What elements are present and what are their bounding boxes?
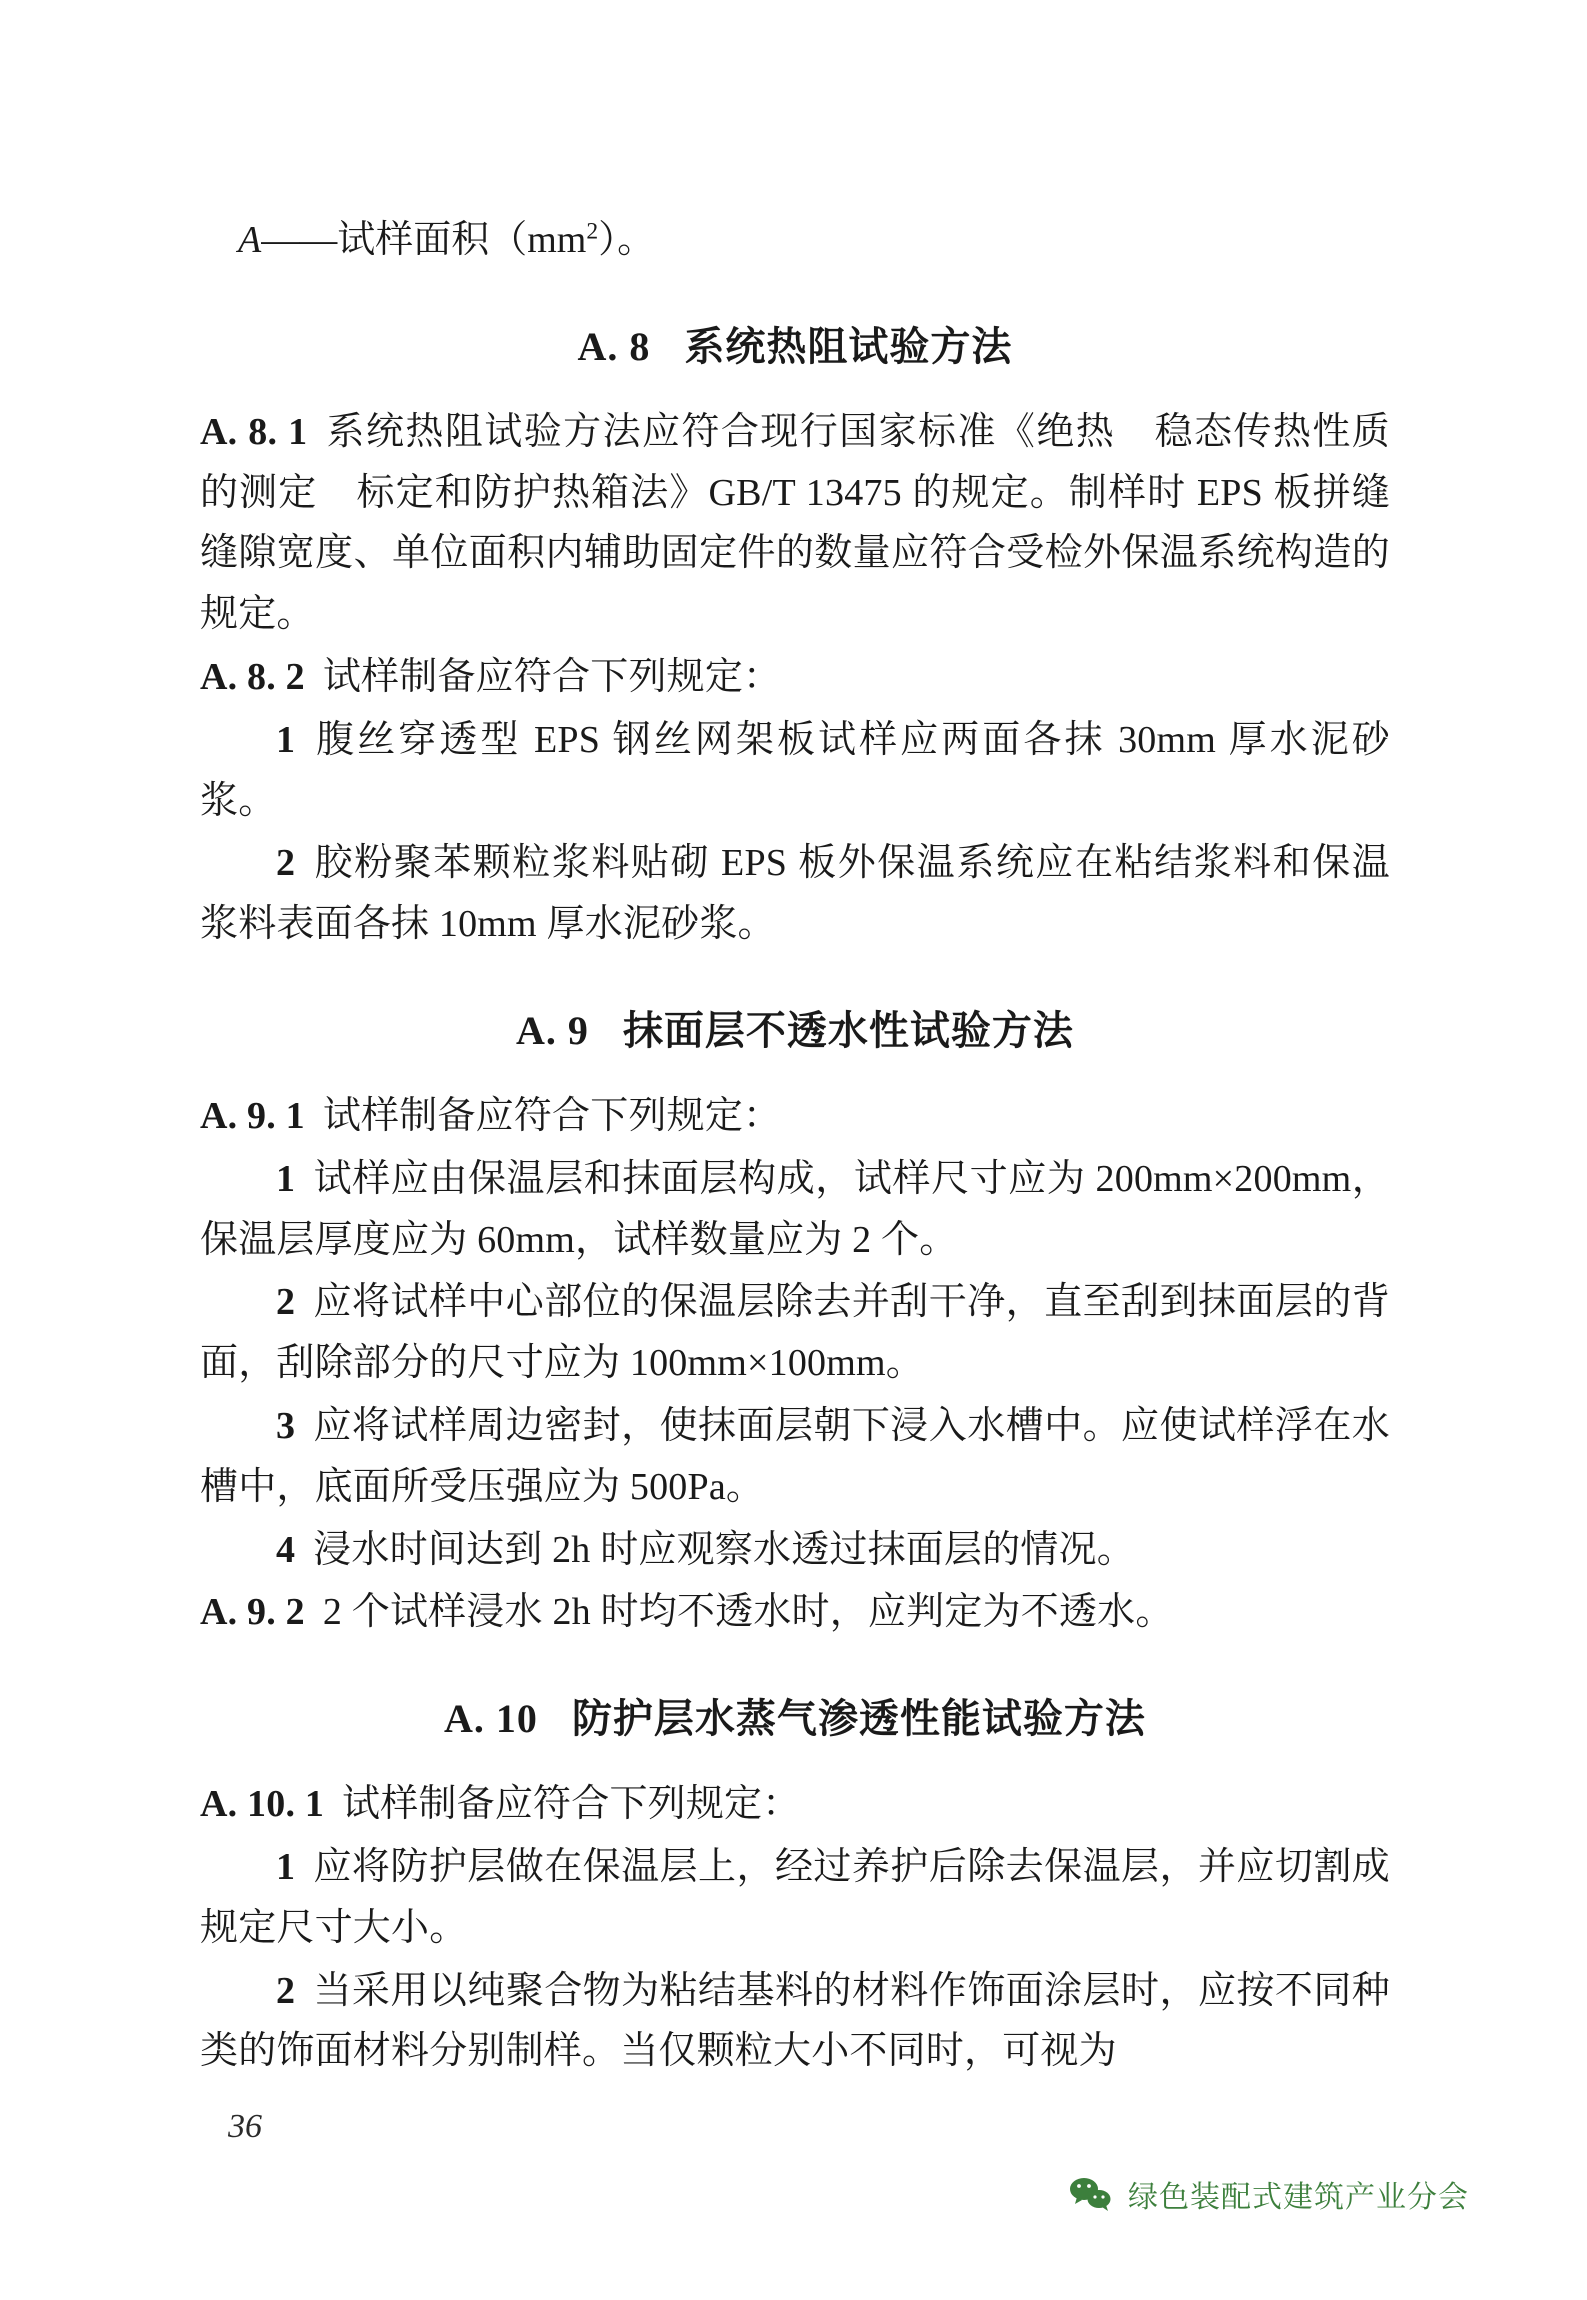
list-item-number: 3 [276,1404,296,1447]
section-heading-a10-title: 防护层水蒸气渗透性能试验方法 [571,1696,1146,1742]
clause-text: 2 个试样浸水 2h 时均不透水时，应判定为不透水。 [322,1591,1174,1634]
formula-symbol: A [238,219,262,261]
clause-label: A. 8. 2 [200,655,305,698]
list-item-a-9-1-2 [200,1272,1390,1394]
section-heading-a10-number: A. 10 [444,1696,538,1742]
page-number: 36 [228,2108,262,2145]
list-item-text: 应将试样周边密封，使抹面层朝下浸入水槽中。应使试样浮在水槽中，底面所受压强应为 500Pa。 [200,1404,1390,1508]
section-heading-a8-title: 系统热阻试验方法 [684,323,1013,369]
clause-text: 试样制备应符合下列规定： [342,1783,801,1826]
clause-a-9-2 [200,1582,1390,1643]
formula-legend-text: 试样面积（mm [337,219,587,261]
list-item-a-8-2-2 [200,833,1390,955]
list-item-number: 2 [276,842,296,885]
clause-label: A. 9. 1 [200,1094,305,1137]
clause-label: A. 10. 1 [200,1783,325,1826]
list-item-number: 1 [276,1845,296,1888]
list-item-number: 2 [276,1969,296,2012]
page-content [200,210,1390,2084]
clause-a-10-1 [200,1774,1390,1835]
footer-brand [1068,2172,1469,2216]
clause-label: A. 9. 2 [200,1591,305,1634]
clause-text: 试样制备应符合下列规定： [322,655,782,698]
list-item-a-9-1-3 [200,1396,1390,1518]
list-item-a-10-1-1 [200,1837,1390,1959]
list-item-text: 试样应由保温层和抹面层构成，试样尺寸应为 200mm×200mm，保温层厚度应为 60mm，试样数量应为 2 个。 [200,1157,1390,1261]
clause-text: 系统热阻试验方法应符合现行国家标准《绝热 稳态传热性质的测定 标定和防护热箱法》GB/T 13475 的规定。制样时 EPS 板拼缝缝隙宽度、单位面积内辅助固定件的数量应符合受检外保温系统构造的规定。 [200,410,1390,636]
list-item-a-9-1-1 [200,1149,1390,1271]
list-item-number: 1 [276,1157,296,1200]
list-item-a-8-2-1 [200,710,1390,832]
list-item-text: 应将防护层做在保温层上，经过养护后除去保温层，并应切割成规定尺寸大小。 [200,1845,1390,1949]
list-item-a-9-1-4 [200,1520,1390,1581]
section-heading-a8-number: A. 8 [577,323,651,369]
clause-a-9-1 [200,1086,1390,1147]
section-heading-a9-title: 抹面层不透水性试验方法 [622,1007,1074,1053]
formula-legend-line [200,210,1390,271]
list-item-number: 1 [276,718,296,761]
section-heading-a9 [200,999,1390,1056]
list-item-number: 2 [276,1281,296,1324]
section-heading-a8 [200,315,1390,372]
formula-dash: —— [261,219,338,261]
list-item-text: 当采用以纯聚合物为粘结基料的材料作饰面涂层时，应按不同种类的饰面材料分别制样。当仅颗粒大小不同时，可视为 [200,1969,1390,2073]
clause-a-8-2 [200,647,1390,708]
list-item-text: 浸水时间达到 2h 时应观察水透过抹面层的情况。 [313,1528,1136,1571]
wechat-icon [1068,2176,1112,2212]
footer-brand-text: 绿色装配式建筑产业分会 [1128,2181,1469,2214]
formula-legend-tail: ）。 [598,219,656,261]
list-item-text: 胶粉聚苯颗粒浆料贴砌 EPS 板外保温系统应在粘结浆料和保温浆料表面各抹 10mm 厚水泥砂浆。 [200,842,1390,946]
clause-text: 试样制备应符合下列规定： [322,1094,782,1137]
section-heading-a10 [200,1687,1390,1744]
list-item-number: 4 [276,1528,296,1571]
section-heading-a9-number: A. 9 [516,1007,589,1053]
clause-label: A. 8. 1 [200,410,308,453]
list-item-text: 应将试样中心部位的保温层除去并刮干净，直至刮到抹面层的背面，刮除部分的尺寸应为 100mm×100mm。 [200,1281,1390,1385]
list-item-text: 腹丝穿透型 EPS 钢丝网架板试样应两面各抹 30mm 厚水泥砂浆。 [200,718,1390,822]
clause-a-8-1 [200,402,1390,645]
list-item-a-10-1-2 [200,1961,1390,2083]
formula-unit-exponent: 2 [586,218,599,245]
